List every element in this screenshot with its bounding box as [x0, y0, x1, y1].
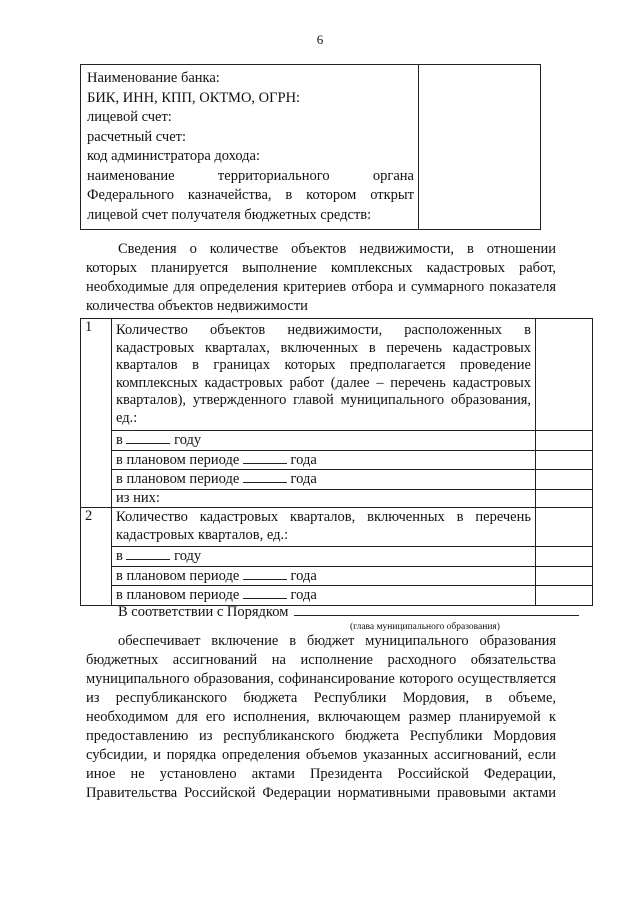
- sub-row-prefix: в плановом периоде: [116, 587, 240, 603]
- blank-line: [126, 547, 170, 560]
- sub-row-prefix: в плановом периоде: [116, 451, 240, 468]
- table-row: [81, 547, 593, 567]
- of-them-label: из них:: [112, 489, 536, 508]
- blank-line: [243, 470, 287, 483]
- table-row: [81, 431, 593, 451]
- value-cell: [536, 470, 593, 490]
- paragraph-line: бюджетных ассигнований на исполнение расходного обязательства: [86, 652, 556, 668]
- value-cell: [536, 431, 593, 451]
- table-row: [81, 319, 593, 431]
- sub-row-suffix: года: [290, 471, 317, 487]
- row-number-empty: [81, 450, 112, 470]
- value-cell: [536, 566, 593, 586]
- sub-row-planning-period: [112, 450, 536, 470]
- bank-line: лицевой счет получателя бюджетных средств:: [87, 206, 372, 223]
- bank-line: БИК, ИНН, КПП, ОКТМО, ОГРН:: [87, 89, 301, 106]
- paragraph-line: предоставлению из республиканского бюджета Республики Мордовия: [86, 728, 556, 744]
- paragraph-line: необходимые для определения критериев отбора и суммарного показателя: [86, 279, 556, 295]
- order-line: [118, 603, 579, 621]
- bank-line: расчетный счет:: [87, 128, 187, 145]
- bank-details-table: [80, 64, 541, 230]
- sub-row-planning-period: [112, 566, 536, 586]
- bank-details-labels: [81, 65, 419, 230]
- table-row: [81, 566, 593, 586]
- table-row: [81, 450, 593, 470]
- row-number: 2: [81, 508, 112, 547]
- head-of-municipality-blank: [294, 603, 579, 616]
- bank-line: код администратора дохода:: [87, 148, 261, 164]
- paragraph-line: которых планируется выполнение комплексных кадастровых работ,: [86, 260, 556, 276]
- page-number: 6: [316, 32, 324, 47]
- cell-line: ед.:: [116, 409, 138, 426]
- objects-table: [80, 318, 593, 606]
- value-cell: [536, 489, 593, 508]
- sub-row-current-year: [112, 431, 536, 451]
- sub-row-suffix: года: [290, 567, 317, 584]
- order-text: В соответствии с Порядком: [118, 604, 289, 620]
- row-description: [112, 508, 536, 547]
- sub-row-prefix: в: [116, 432, 123, 448]
- row-number: 1: [81, 319, 112, 431]
- row-number-empty: [81, 566, 112, 586]
- paragraph-line: муниципального образования, софинансирование которого осуществляется: [86, 671, 556, 687]
- paragraph-line: иное не установлено актами Президента Российской Федерации,: [86, 766, 556, 782]
- paragraph-line: Правительства Российской Федерации нормативными правовыми актами: [86, 785, 556, 801]
- paragraph-line: Сведения о количестве объектов недвижимости, в отношении: [118, 241, 556, 257]
- row-number-empty: [81, 470, 112, 490]
- cell-line: кадастровых кварталов, ед.:: [116, 526, 289, 543]
- value-cell: [536, 508, 593, 547]
- sub-row-prefix: в плановом периоде: [116, 567, 240, 584]
- bank-line: Наименование банка:: [87, 70, 220, 86]
- value-cell: [536, 319, 593, 431]
- bank-line: Федерального казначейства, в котором открыт: [87, 187, 414, 203]
- bank-line: лицевой счет:: [87, 109, 172, 125]
- final-paragraph: [86, 632, 556, 803]
- table-row: [81, 489, 593, 508]
- row-number-empty: [81, 547, 112, 567]
- blank-line: [243, 567, 287, 580]
- blank-line: [243, 586, 287, 599]
- row-number-empty: [81, 489, 112, 508]
- blank-line: [243, 451, 287, 464]
- cell-line: кварталов в границах которых предполагается проведение: [116, 357, 531, 373]
- bank-line: наименование территориального органа: [87, 167, 414, 184]
- paragraph-line: количества объектов недвижимости: [86, 298, 308, 314]
- table-row: [81, 470, 593, 490]
- sub-row-prefix: в плановом периоде: [116, 471, 240, 487]
- bank-details-values: [419, 65, 541, 230]
- paragraph-line: субсидии, и порядка определения объемов указанных ассигнований, если: [86, 747, 556, 763]
- cell-line: кварталов), утвержденного главой муниципального образования,: [116, 392, 531, 408]
- table-row: [81, 508, 593, 547]
- value-cell: [536, 450, 593, 470]
- sub-row-prefix: в: [116, 548, 123, 564]
- row-number-empty: [81, 586, 112, 606]
- paragraph-line: из республиканского бюджета Республики Мордовия, в объеме,: [86, 690, 556, 706]
- row-description: [112, 319, 536, 431]
- order-caption: (глава муниципального образования): [350, 622, 500, 632]
- sub-row-suffix: году: [174, 432, 202, 448]
- paragraph-line: необходимом для его исполнения, включающем размер планируемой к: [86, 709, 556, 725]
- sub-row-suffix: года: [290, 451, 317, 468]
- cell-line: Количество объектов недвижимости, расположенных в: [116, 322, 531, 338]
- info-paragraph: [86, 240, 556, 316]
- sub-row-suffix: году: [174, 548, 202, 564]
- paragraph-line: обеспечивает включение в бюджет муниципального образования: [118, 633, 556, 649]
- row-number-empty: [81, 431, 112, 451]
- sub-row-current-year: [112, 547, 536, 567]
- cell-line: Количество кадастровых кварталов, включенных в перечень: [116, 509, 531, 525]
- cell-line: комплексных кадастровых работ (далее – перечень кадастровых: [116, 374, 531, 391]
- value-cell: [536, 547, 593, 567]
- blank-line: [126, 431, 170, 444]
- sub-row-suffix: года: [290, 587, 317, 603]
- cell-line: кадастровых кварталах, включенных в перечень кадастровых: [116, 339, 531, 356]
- sub-row-planning-period: [112, 470, 536, 490]
